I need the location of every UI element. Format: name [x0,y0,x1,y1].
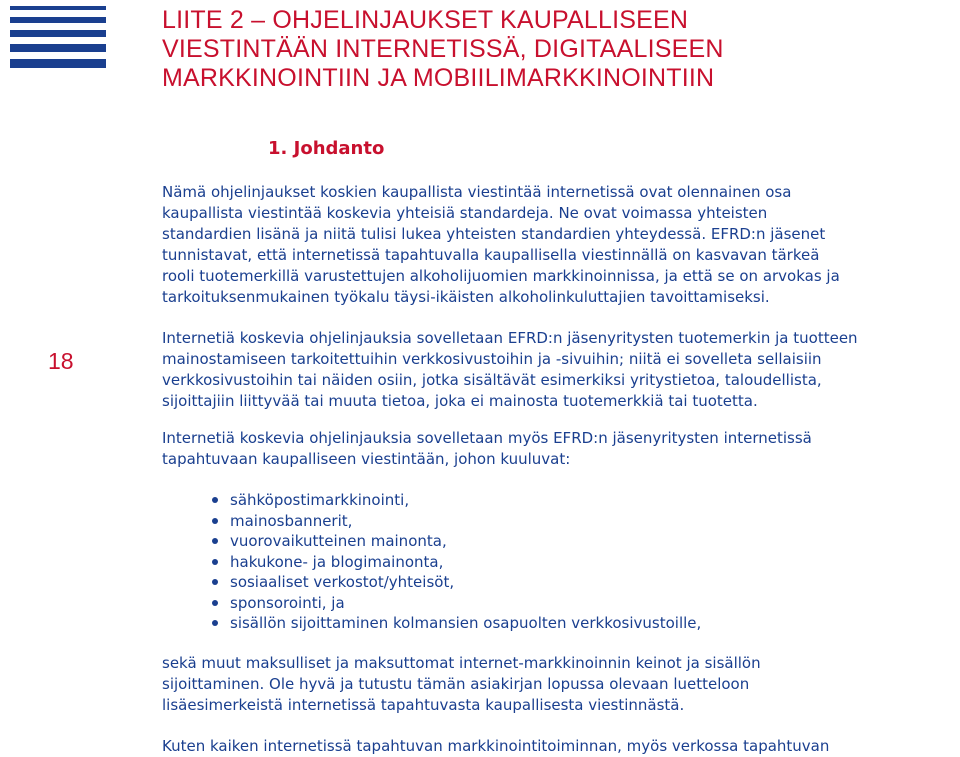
list-item: vuorovaikutteinen mainonta, [212,531,701,552]
text-line: Internetiä koskevia ohjelinjauksia sovelletaan myös EFRD:n jäsenyritysten internetissä [162,429,812,447]
title-line: MARKKINOINTIIN JA MOBIILIMARKKINOINTIIN [162,64,715,92]
text-line: sijoittajiin liittyvää tai muuta tietoa, joka ei mainosta tuotemerkkiä tai tuotetta. [162,392,758,410]
closing-paragraph [162,736,960,757]
logo-stripe [10,6,106,10]
logo-stripes [10,6,106,75]
logo-stripe [10,44,106,52]
title-line: VIESTINTÄÄN INTERNETISSÄ, DIGITAALISEEN [162,35,724,63]
text-line: kaupallista viestintää koskevia yhteisiä standardeja. Ne ovat voimassa yhteisten [162,204,768,222]
text-line: verkkosivustoihin tai näiden osiin, jotka sisältävät esimerkiksi yritystietoa, taloudellista, [162,371,822,389]
logo-stripe [10,17,106,23]
list-item: sisällön sijoittaminen kolmansien osapuolten verkkosivustoille, [212,613,701,634]
text-line: tapahtuvaan kaupalliseen viestintään, johon kuuluvat: [162,450,571,468]
text-line: lisäesimerkeistä internetissä tapahtuvasta kaupallisesta viestinnästä. [162,696,685,714]
text-line: tunnistavat, että internetissä tapahtuvalla kaupallisella viestinnällä on kasvavan tärkeä [162,246,820,264]
section-heading: 1. Johdanto [268,138,385,159]
text-line: standardien lisänä ja niitä tulisi lukea yhteisten standardien yhteydessä. EFRD:n jäsenet [162,225,826,243]
list-item: sosiaaliset verkostot/yhteisöt, [212,572,701,593]
text-line: sijoittaminen. Ole hyvä ja tutustu tämän asiakirjan lopussa olevaan luetteloon [162,675,750,693]
text-line: mainostamiseen tarkoitettuihin verkkosivustoihin ja -sivuihin; niitä ei sovelleta sellaisiin [162,350,822,368]
scope-paragraph [162,328,960,412]
list-item: sähköpostimarkkinointi, [212,490,701,511]
other-means-paragraph [162,653,960,716]
logo-stripe [10,59,106,68]
text-line: tarkoituksenmukainen työkalu täysi-ikäisten alkoholinkuluttajien tavoittamiseksi. [162,288,770,306]
logo-stripe [10,30,106,37]
list-item: hakukone- ja blogimainonta, [212,552,701,573]
text-line: Internetiä koskevia ohjelinjauksia sovelletaan EFRD:n jäsenyritysten tuotemerkin ja tuotteen [162,329,858,347]
text-line: Kuten kaiken internetissä tapahtuvan markkinointitoiminnan, myös verkossa tapahtuvan [162,737,830,755]
list-item: mainosbannerit, [212,511,701,532]
document-title [162,6,724,93]
page-number: 18 [48,348,74,374]
channel-list [212,490,701,634]
list-item: sponsorointi, ja [212,593,701,614]
text-line: sekä muut maksulliset ja maksuttomat internet-markkinoinnin keinot ja sisällön [162,654,761,672]
title-line: LIITE 2 – OHJELINJAUKSET KAUPALLISEEN [162,6,689,34]
application-paragraph [162,428,960,470]
text-line: rooli tuotemerkillä varustettujen alkoholijuomien markkinoinnissa, ja että se on arvokas ja [162,267,840,285]
intro-paragraph [162,182,960,308]
text-line: Nämä ohjelinjaukset koskien kaupallista viestintää internetissä ovat olennainen osa [162,183,792,201]
